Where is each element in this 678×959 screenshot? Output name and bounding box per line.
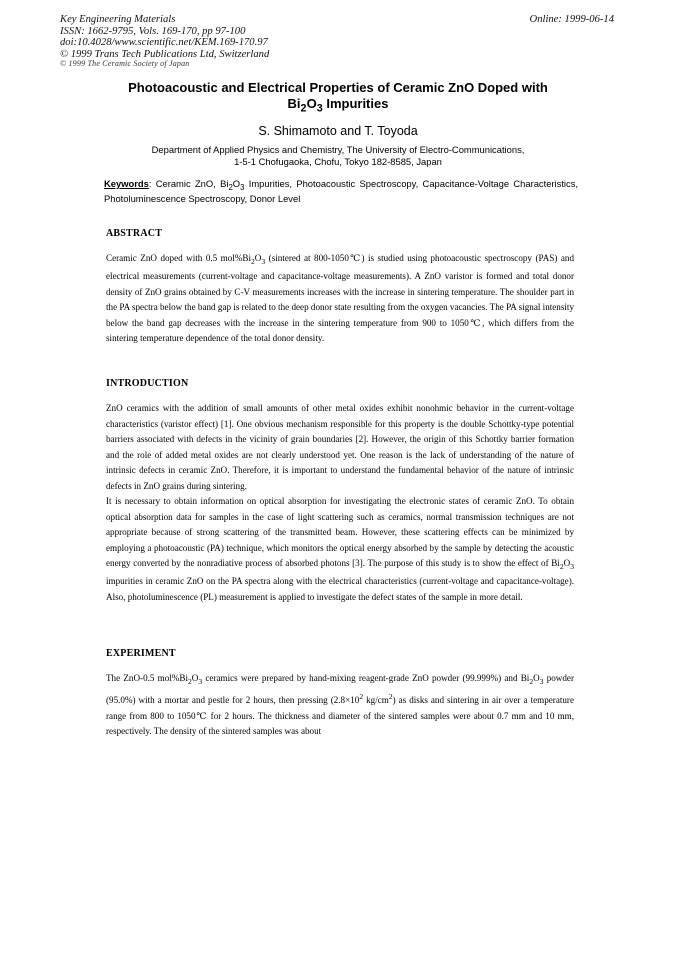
experiment-fragment: kg/cm — [363, 695, 389, 706]
abstract-text — [106, 251, 574, 347]
society-copyright: © 1999 The Ceramic Society of Japan — [60, 59, 190, 69]
experiment-fragment: powder (95.0%) with a mortar and pestle for 2 hours, then pressing (2.8×10 — [106, 673, 574, 706]
keywords-subscript: 3 — [240, 182, 245, 192]
keywords-text: Impurities, Photoacoustic Spectroscopy, Capacitance-Voltage Characteristics, Photoluminescence Spectroscopy, Donor Level — [104, 178, 578, 204]
abstract-subscript: 3 — [261, 256, 266, 266]
authors: S. Shimamoto and T. Toyoda — [258, 124, 418, 138]
paper-title — [95, 80, 581, 117]
title-subscript: 3 — [316, 102, 323, 115]
abstract-section — [106, 228, 574, 347]
online-date: Online: 1999-06-14 — [529, 14, 614, 25]
introduction-paragraph-2 — [106, 494, 574, 605]
experiment-fragment: The ZnO-0.5 mol%Bi — [106, 673, 188, 683]
introduction-fragment: It is necessary to obtain information on optical absorption for investigating the electronic states of ceramic ZnO. To obtain optical absorption data for samples in the case of light scattering such as ceramics, normal transmission techniques are not appropriate because of strong scattering of the transmitted beam. However, these scattering effects can be minimized by employing a photoacoustic (PA) technique, which monitors the optical energy absorbed by the sample by detecting the acoustic energy converted by the nonradiative process of absorbed photons [3]. The purpose of this study is to show the effect of Bi — [106, 496, 574, 568]
title-subscript: 2 — [300, 102, 307, 115]
experiment-text — [106, 671, 574, 740]
affiliation — [95, 144, 581, 167]
experiment-section — [106, 648, 574, 740]
introduction-fragment: impurities in ceramic ZnO on the PA spectra along with the electrical characteristics (current-voltage and capacitance-voltage). Also, photoluminescence (PL) measurement is applied to investigate the defect states of the sample in more detail. — [106, 576, 574, 602]
keywords-subscript: 2 — [228, 182, 233, 192]
abstract-subscript: 2 — [251, 256, 255, 266]
journal-doi: doi:10.4028/www.scientific.net/KEM.169-170.97 — [60, 37, 268, 49]
introduction-subscript: 3 — [570, 561, 574, 571]
keywords-text: O — [232, 178, 241, 189]
title-text: Impurities — [322, 96, 389, 111]
title-line-2 — [95, 96, 581, 117]
introduction-heading: INTRODUCTION — [106, 378, 189, 389]
abstract-heading: ABSTRACT — [106, 228, 163, 239]
title-line-1: Photoacoustic and Electrical Properties of Ceramic ZnO Doped with — [128, 80, 548, 95]
abstract-fragment: O — [254, 253, 262, 263]
experiment-subscript: 2 — [187, 676, 192, 686]
journal-issn: ISSN: 1662-9795, Vols. 169-170, pp 97-100 — [60, 25, 246, 37]
experiment-subscript: 3 — [539, 676, 544, 686]
experiment-fragment: O — [533, 673, 540, 683]
introduction-subscript: 2 — [559, 561, 564, 571]
title-text: Bi — [287, 96, 301, 111]
experiment-superscript: 2 — [388, 692, 393, 702]
keywords-label: Keywords — [104, 178, 149, 189]
keywords — [104, 178, 578, 204]
keywords-text: : Ceramic ZnO, Bi — [148, 178, 229, 189]
affiliation-line-2: 1-5-1 Chofugaoka, Chofu, Tokyo 182-8585, Japan — [234, 155, 442, 167]
journal-copyright: © 1999 Trans Tech Publications Ltd, Switzerland — [60, 48, 270, 60]
experiment-fragment: O — [191, 673, 199, 683]
experiment-fragment: ) as disks and sintering in air over a temperature range from 800 to 1050℃ for 2 hours. The thickness and diameter of the sintered samples were about 0.7 mm and 10 mm, respectively. The density of the sintered samples was about — [106, 695, 574, 737]
experiment-heading: EXPERIMENT — [106, 648, 176, 659]
journal-header — [60, 14, 269, 68]
introduction-paragraph-1: ZnO ceramics with the addition of small amounts of other metal oxides exhibit nonohmic behavior in the current-voltage characteristics (varistor effect) [1]. One obvious mechanism responsible for this property is the double Schottky-type potential barriers associated with defects in the vicinity of grain boundaries [2]. However, the origin of this Schottky barrier formation and the role of added metal oxides are not clearly understood yet. One reason is the lack of understanding of the nature of intrinsic defects in ceramic ZnO. Therefore, it is important to understand the fundamental behavior of the nature of intrinsic defects in ZnO grains during sintering. — [106, 403, 574, 491]
introduction-fragment: O — [563, 558, 571, 568]
introduction-section — [106, 378, 574, 605]
experiment-fragment: ceramics were prepared by hand-mixing reagent-grade ZnO powder (99.999%) and Bi — [202, 673, 530, 683]
experiment-subscript: 3 — [198, 676, 203, 686]
experiment-subscript: 2 — [529, 676, 534, 686]
journal-name: Key Engineering Materials — [60, 14, 176, 25]
abstract-fragment: Ceramic ZnO doped with 0.5 mol%Bi — [106, 253, 251, 263]
abstract-fragment: (sintered at 800-1050℃) is studied using photoacoustic spectroscopy (PAS) and electrical measurements (current-voltage and capacitance-voltage measurements). A ZnO varistor is formed and total donor density of ZnO grains obtained by C-V measurements increases with the increase in sintering temperature. The shoulder part in the PA spectra below the band gap is related to the deep donor state resulting from the oxygen vacancies. The PA signal intensity below the band gap decreases with the increase in the sintering temperature from 900 to 1050℃, which differs from the sintering temperature dependence of the total donor density. — [106, 253, 574, 344]
experiment-superscript: 2 — [359, 692, 364, 702]
affiliation-line-1: Department of Applied Physics and Chemistry, The University of Electro-Communications, — [151, 144, 525, 155]
title-text: O — [306, 96, 317, 111]
